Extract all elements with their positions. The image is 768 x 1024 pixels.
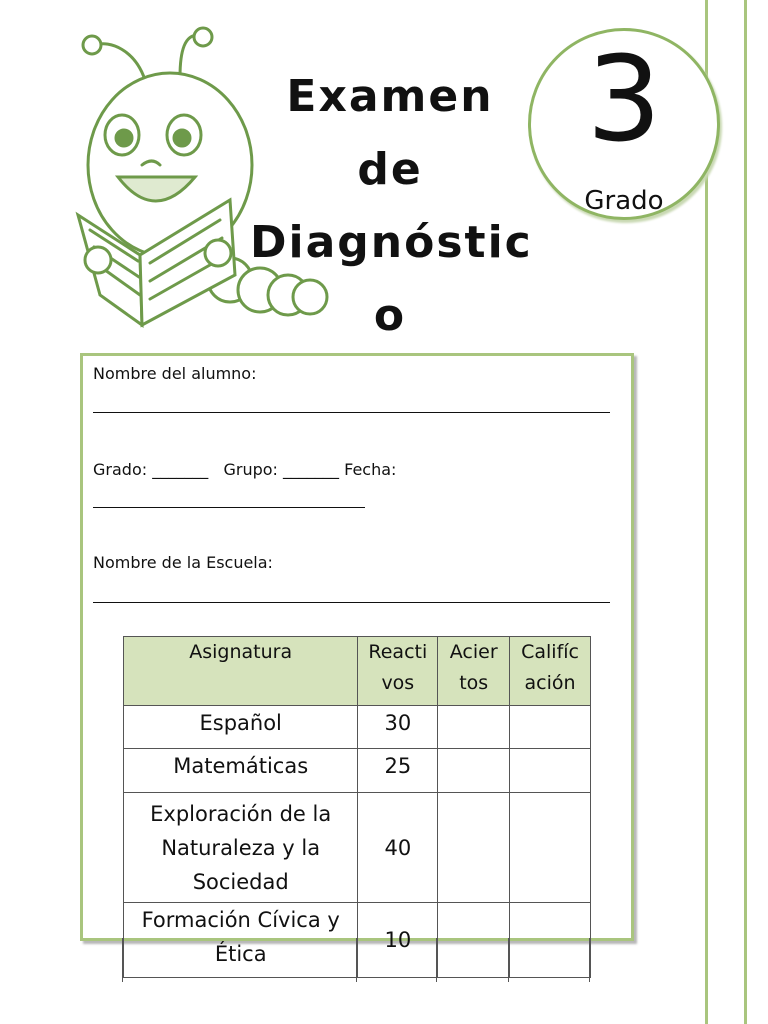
table-row: [124, 706, 591, 749]
school-name-label: Nombre de la Escuela:: [93, 553, 273, 572]
title-line-3: Diagnóstic: [250, 217, 533, 268]
date-field-label: Fecha:: [344, 460, 397, 479]
group-field-label: Grupo: _______: [223, 460, 340, 479]
student-name-label: Nombre del alumno:: [93, 364, 257, 383]
header-items: Reacti vos: [358, 637, 438, 706]
table-header-row: [124, 637, 591, 706]
items-cell: 10: [358, 903, 438, 978]
score-cell[interactable]: [510, 749, 591, 793]
correct-cell[interactable]: [438, 749, 510, 793]
date-line[interactable]: [93, 507, 365, 508]
student-info-box: [80, 353, 634, 966]
table-overflow-lines: [120, 938, 590, 982]
score-cell[interactable]: [510, 793, 591, 903]
header-grade: Califíc ación: [510, 637, 591, 706]
table-border-line: [508, 938, 509, 982]
school-name-line[interactable]: [93, 602, 610, 603]
header-correct: Acier tos: [438, 637, 510, 706]
table-row: [124, 749, 591, 793]
table-border-line: [589, 938, 590, 982]
table-row: [124, 793, 591, 903]
items-cell: 40: [358, 793, 438, 903]
score-cell[interactable]: [510, 706, 591, 749]
grade-group-date-row: [93, 460, 396, 479]
subject-cell: Exploración de la Naturaleza y la Sociedad: [124, 793, 358, 903]
exam-title: [250, 60, 533, 341]
correct-cell[interactable]: [438, 706, 510, 749]
grade-badge-label: Grado: [584, 186, 664, 216]
table-border-line: [122, 938, 123, 982]
items-cell: 25: [358, 749, 438, 793]
subjects-table: [123, 636, 591, 978]
correct-cell[interactable]: [438, 793, 510, 903]
header-subject: Asignatura: [124, 637, 358, 706]
items-cell: 30: [358, 706, 438, 749]
table-border-line: [436, 938, 437, 982]
title-line-2: de: [357, 144, 423, 195]
subject-cell: Formación Cívica y Ética: [124, 903, 358, 978]
subject-cell: Matemáticas: [124, 749, 358, 793]
grade-field-label: Grado: _______: [93, 460, 209, 479]
student-name-line[interactable]: [93, 412, 610, 413]
grade-number: 3: [586, 30, 662, 168]
table-border-line: [356, 938, 357, 982]
subject-cell: Español: [124, 706, 358, 749]
title-line-4: o: [373, 290, 407, 341]
grade-badge: [528, 28, 720, 220]
title-line-1: Examen: [286, 71, 494, 122]
